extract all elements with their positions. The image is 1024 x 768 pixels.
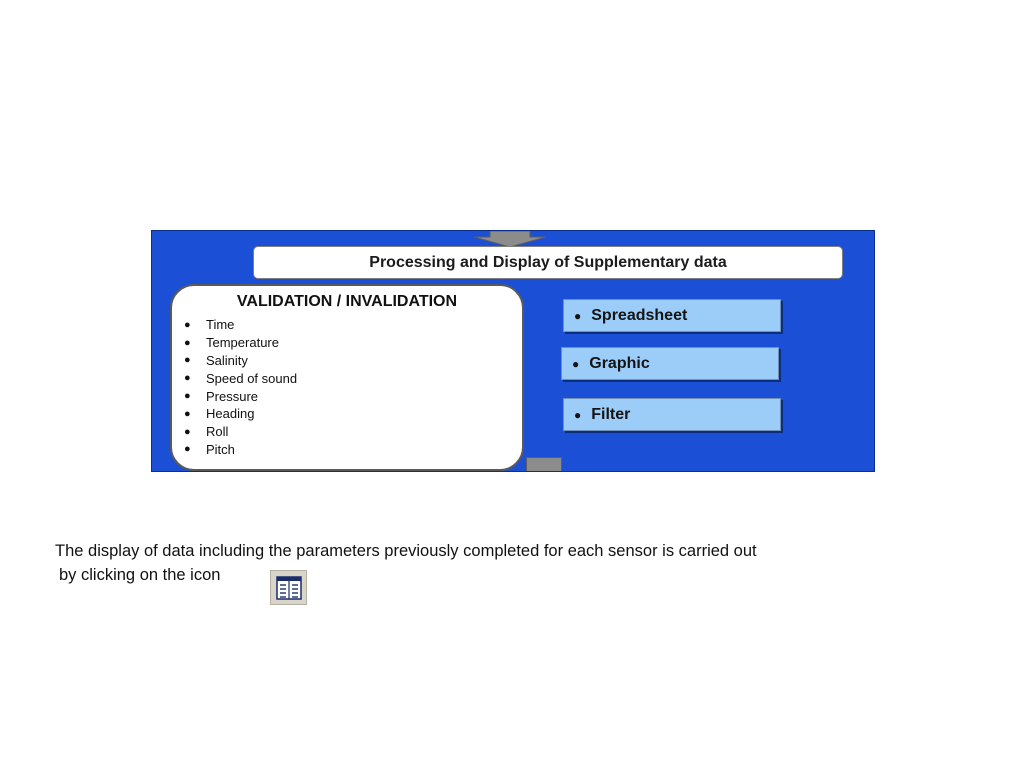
graphic-button[interactable] <box>561 347 779 380</box>
process-diagram <box>151 230 875 472</box>
diagram-title-text: Processing and Display of Supplementary data <box>369 253 727 271</box>
validation-panel <box>170 284 524 471</box>
parameter-list <box>182 316 297 458</box>
list-item <box>182 441 297 459</box>
bullet-icon: ● <box>572 356 580 371</box>
parameter-label: Salinity <box>206 352 248 368</box>
bullet-icon: ● <box>184 318 191 331</box>
spreadsheet-view-icon <box>276 576 302 600</box>
validation-title: VALIDATION / INVALIDATION <box>236 293 458 310</box>
list-item <box>182 387 297 405</box>
spreadsheet-button-label: Spreadsheet <box>591 306 688 324</box>
caption-line-2: by clicking on the icon <box>59 566 221 584</box>
bullet-icon: ● <box>574 407 582 422</box>
list-item <box>182 316 297 334</box>
connector-block <box>526 457 562 472</box>
parameter-label: Pressure <box>206 388 259 404</box>
parameter-label: Pitch <box>206 441 235 457</box>
spreadsheet-view-button[interactable] <box>270 570 307 605</box>
filter-button[interactable] <box>563 398 781 431</box>
caption-text <box>55 539 757 587</box>
bullet-icon: ● <box>184 390 191 403</box>
spreadsheet-button[interactable] <box>563 299 781 332</box>
list-item <box>182 352 297 370</box>
parameter-label: Heading <box>206 406 255 422</box>
list-item <box>182 369 297 387</box>
graphic-button-label: Graphic <box>589 354 650 372</box>
bullet-icon: ● <box>184 336 191 349</box>
caption-line-1: The display of data including the parameters previously completed for each sensor is carried out <box>55 542 757 560</box>
bullet-icon: ● <box>184 425 191 438</box>
parameter-label: Temperature <box>206 335 279 351</box>
diagram-title <box>253 246 843 279</box>
list-item <box>182 423 297 441</box>
bullet-icon: ● <box>184 354 191 367</box>
parameter-label: Roll <box>206 424 229 440</box>
list-item <box>182 405 297 423</box>
bullet-icon: ● <box>574 308 582 323</box>
parameter-label: Time <box>206 317 235 333</box>
bullet-icon: ● <box>184 407 191 420</box>
bullet-icon: ● <box>184 443 191 456</box>
bullet-icon: ● <box>184 372 191 385</box>
filter-button-label: Filter <box>591 405 631 423</box>
parameter-label: Speed of sound <box>206 370 298 386</box>
list-item <box>182 334 297 352</box>
arrow-down-icon <box>474 231 546 247</box>
